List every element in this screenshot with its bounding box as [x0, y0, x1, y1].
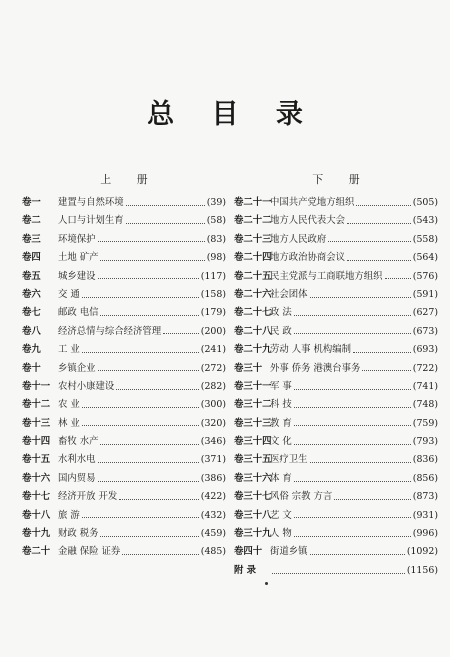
page-title: 总 目 录: [147, 99, 317, 130]
toc-page-number: (485): [200, 546, 226, 558]
toc-entry[interactable]: [234, 304, 438, 322]
toc-entry[interactable]: [234, 194, 438, 212]
toc-volume-number: 卷四十: [234, 546, 263, 558]
toc-entry[interactable]: [234, 415, 438, 433]
toc-volume-number: 卷三十: [234, 362, 263, 374]
toc-entry[interactable]: [22, 286, 226, 304]
toc-volume-number: 卷五: [22, 270, 41, 282]
toc-chapter-title: 财政 税务: [58, 528, 99, 540]
toc-leader-dots: [294, 425, 411, 426]
toc-chapter-title: 军 事: [270, 380, 292, 392]
toc-leader-dots: [310, 554, 405, 555]
toc-volume-number: 卷二十三: [234, 233, 272, 245]
toc-entry[interactable]: [234, 433, 438, 451]
toc-entry[interactable]: [22, 507, 226, 525]
toc-page-number: (543): [412, 215, 438, 227]
toc-volume-number: 卷三十四: [234, 436, 272, 448]
toc-leader-dots: [82, 425, 199, 426]
toc-chapter-title: 政 法: [270, 307, 292, 319]
toc-chapter-title: 金融 保险 证券: [58, 546, 121, 558]
toc-entry[interactable]: [22, 323, 226, 341]
toc-leader-dots: [100, 260, 204, 261]
toc-entry[interactable]: [234, 396, 438, 414]
toc-volume-number: 卷一: [22, 197, 41, 208]
toc-leader-dots: [82, 517, 199, 518]
toc-leader-dots: [294, 333, 411, 334]
toc-entry[interactable]: [22, 249, 226, 267]
toc-chapter-title: 林 业: [58, 417, 80, 429]
toc-page-number: (748): [412, 399, 438, 411]
toc-leader-dots: [272, 573, 405, 574]
toc-chapter-title: 地方政治协商会议: [270, 252, 346, 264]
toc-chapter-title: 水利水电: [58, 454, 96, 466]
toc-volume-number: 卷三十三: [234, 417, 272, 429]
volume-two-list: [234, 194, 438, 580]
toc-chapter-title: 环境保护: [58, 233, 96, 245]
toc-chapter-title: 民主党派与工商联地方组织: [270, 270, 383, 282]
toc-volume-number: 卷三十八: [234, 509, 272, 521]
toc-volume-number: 卷六: [22, 288, 41, 300]
toc-leader-dots: [119, 499, 199, 500]
toc-page-number: (386): [200, 472, 226, 484]
toc-leader-dots: [294, 481, 411, 482]
toc-page-number: (1092): [406, 546, 438, 558]
toc-leader-dots: [310, 297, 411, 298]
toc-entry[interactable]: [22, 268, 226, 286]
toc-page-number: (300): [200, 399, 226, 411]
toc-leader-dots: [347, 223, 411, 224]
toc-volume-number: 卷三十六: [234, 472, 272, 484]
toc-chapter-title: 科 技: [270, 399, 292, 411]
toc-leader-dots: [347, 260, 411, 261]
toc-leader-dots: [98, 241, 205, 242]
toc-volume-number: 卷十九: [22, 528, 51, 540]
toc-entry[interactable]: [234, 488, 438, 506]
toc-leader-dots: [385, 278, 411, 279]
toc-leader-dots: [82, 297, 199, 298]
toc-volume-number: 附 录: [234, 564, 257, 576]
toc-entry[interactable]: [22, 543, 226, 561]
toc-page-number: (856): [412, 472, 438, 484]
toc-volume-number: 卷四: [22, 252, 41, 264]
toc-volume-number: 卷二十一: [234, 197, 272, 208]
toc-volume-number: 卷十五: [22, 454, 51, 466]
toc-page-number: (693): [412, 344, 438, 356]
toc-leader-dots: [356, 205, 410, 206]
toc-page-number: (282): [200, 380, 226, 392]
toc-chapter-title: 城乡建设: [58, 270, 96, 282]
toc-entry[interactable]: [234, 360, 438, 378]
toc-page-number: (422): [200, 491, 226, 503]
toc-page-number: (836): [412, 454, 438, 466]
toc-chapter-title: 外事 侨务 港澳台事务: [270, 362, 361, 374]
toc-volume-number: 卷十六: [22, 472, 51, 484]
toc-leader-dots: [126, 205, 205, 206]
toc-entry[interactable]: [22, 341, 226, 359]
toc-entry[interactable]: [234, 470, 438, 488]
toc-entry[interactable]: [22, 488, 226, 506]
toc-page-number: (117): [200, 270, 226, 282]
toc-chapter-title: 体 育: [270, 472, 292, 484]
toc-page-number: (1156): [406, 564, 438, 576]
toc-chapter-title: 地方人民政府: [270, 233, 327, 245]
toc-leader-dots: [98, 462, 199, 463]
toc-leader-dots: [328, 241, 411, 242]
toc-leader-dots: [98, 481, 199, 482]
toc-page-number: (459): [200, 528, 226, 540]
toc-leader-dots: [294, 389, 411, 390]
toc-leader-dots: [116, 389, 199, 390]
toc-entry[interactable]: [22, 212, 226, 230]
toc-entry[interactable]: [234, 525, 438, 543]
toc-volume-number: 卷十四: [22, 436, 51, 448]
toc-leader-dots: [362, 370, 410, 371]
toc-entry[interactable]: [234, 231, 438, 249]
toc-chapter-title: 风俗 宗教 方言: [270, 491, 333, 503]
toc-page-number: (200): [200, 325, 226, 337]
toc-entry[interactable]: [234, 341, 438, 359]
toc-page-number: (793): [412, 436, 438, 448]
toc-volume-number: 卷十三: [22, 417, 51, 429]
toc-entry[interactable]: [22, 396, 226, 414]
toc-volume-number: 卷七: [22, 307, 41, 319]
toc-chapter-title: 畜牧 水产: [58, 436, 99, 448]
toc-page-number: (722): [412, 362, 438, 374]
toc-entry[interactable]: [22, 470, 226, 488]
toc-leader-dots: [163, 333, 199, 334]
toc-page-number: (627): [412, 307, 438, 319]
toc-page-number: (759): [412, 417, 438, 429]
toc-chapter-title: 国内贸易: [58, 472, 96, 484]
toc-volume-number: 卷十二: [22, 399, 51, 411]
toc-leader-dots: [310, 462, 411, 463]
toc-chapter-title: 经济总情与综合经济管理: [58, 325, 162, 337]
toc-chapter-title: 医疗卫生: [270, 454, 308, 466]
toc-chapter-title: 乡镇企业: [58, 362, 96, 374]
toc-volume-number: 卷三十一: [234, 380, 272, 392]
toc-page-number: (432): [200, 509, 226, 521]
toc-volume-number: 卷二十五: [234, 270, 272, 282]
toc-volume-number: 卷十: [22, 362, 41, 374]
toc-chapter-title: 邮政 电信: [58, 307, 99, 319]
toc-leader-dots: [294, 407, 411, 408]
toc-entry[interactable]: [234, 268, 438, 286]
toc-entry[interactable]: [22, 433, 226, 451]
volume-one-heading: 上 册: [100, 173, 159, 186]
toc-volume-number: 卷二: [22, 215, 41, 227]
toc-volume-number: 卷三: [22, 233, 41, 245]
toc-chapter-title: 文 化: [270, 436, 292, 448]
toc-leader-dots: [82, 407, 199, 408]
toc-page-number: (564): [412, 252, 438, 264]
toc-page-number: (346): [200, 436, 226, 448]
toc-leader-dots: [353, 352, 411, 353]
toc-chapter-title: 土地 矿产: [58, 252, 99, 264]
toc-leader-dots: [82, 352, 199, 353]
toc-volume-number: 卷二十四: [234, 252, 272, 264]
toc-entry[interactable]: [22, 451, 226, 469]
toc-entry[interactable]: [22, 415, 226, 433]
toc-page-number: (83): [206, 233, 226, 245]
toc-entry[interactable]: [22, 304, 226, 322]
toc-leader-dots: [122, 554, 199, 555]
toc-page-number: (371): [200, 454, 226, 466]
toc-chapter-title: 劳动 人事 机构编制: [270, 344, 351, 356]
toc-chapter-title: 人 物: [270, 528, 292, 540]
toc-chapter-title: 民 政: [270, 325, 292, 337]
toc-chapter-title: 人口与计划生育: [58, 215, 124, 227]
toc-page-number: (673): [412, 325, 438, 337]
print-speck: [265, 582, 268, 585]
toc-chapter-title: 工 业: [58, 344, 80, 356]
toc-entry[interactable]: [22, 231, 226, 249]
toc-chapter-title: 中国共产党地方组织: [270, 197, 355, 208]
toc-chapter-title: 农村小康建设: [58, 380, 115, 392]
toc-page-number: (58): [206, 215, 226, 227]
toc-page-number: (505): [412, 197, 438, 208]
volume-one-list: [22, 194, 226, 562]
toc-volume-number: 卷三十二: [234, 399, 272, 411]
toc-volume-number: 卷二十二: [234, 215, 272, 227]
toc-volume-number: 卷二十八: [234, 325, 272, 337]
toc-leader-dots: [100, 536, 198, 537]
toc-volume-number: 卷二十七: [234, 307, 272, 319]
toc-chapter-title: 旅 游: [58, 509, 80, 521]
toc-page-number: (272): [200, 362, 226, 374]
toc-volume-number: 卷二十: [22, 546, 51, 558]
toc-page-number: (39): [206, 197, 226, 208]
toc-page-number: (931): [412, 509, 438, 521]
toc-entry[interactable]: [22, 525, 226, 543]
toc-entry[interactable]: [234, 543, 438, 561]
toc-leader-dots: [100, 315, 198, 316]
toc-chapter-title: 地方人民代表大会: [270, 215, 346, 227]
toc-page-number: (996): [412, 528, 438, 540]
toc-page-number: (320): [200, 417, 226, 429]
toc-leader-dots: [98, 370, 199, 371]
volume-two-column: [234, 172, 438, 580]
toc-volume-number: 卷十八: [22, 509, 51, 521]
toc-leader-dots: [334, 499, 411, 500]
toc-chapter-title: 教 育: [270, 417, 292, 429]
toc-page-number: (558): [412, 233, 438, 245]
toc-volume-number: 卷八: [22, 325, 41, 337]
toc-chapter-title: 交 通: [58, 288, 80, 300]
toc-entry[interactable]: [234, 286, 438, 304]
toc-page-number: (241): [200, 344, 226, 356]
toc-page-number: (591): [412, 288, 438, 300]
toc-entry[interactable]: [22, 360, 226, 378]
toc-page-number: (576): [412, 270, 438, 282]
toc-leader-dots: [98, 278, 199, 279]
toc-page-number: (179): [200, 307, 226, 319]
toc-volume-number: 卷二十九: [234, 344, 272, 356]
toc-page-number: (158): [200, 288, 226, 300]
toc-volume-number: 卷三十五: [234, 454, 272, 466]
toc-leader-dots: [294, 536, 411, 537]
toc-entry[interactable]: [234, 507, 438, 525]
toc-entry[interactable]: [22, 378, 226, 396]
toc-page-number: (741): [412, 380, 438, 392]
volume-one-column: [22, 172, 226, 562]
toc-page-number: (98): [206, 252, 226, 264]
toc-entry[interactable]: [234, 249, 438, 267]
toc-leader-dots: [294, 444, 411, 445]
toc-leader-dots: [126, 223, 205, 224]
toc-chapter-title: 经济开放 开发: [58, 491, 118, 503]
toc-entry[interactable]: [234, 451, 438, 469]
toc-entry[interactable]: [22, 194, 226, 212]
toc-leader-dots: [294, 517, 411, 518]
toc-leader-dots: [294, 315, 411, 316]
toc-page-number: (873): [412, 491, 438, 503]
toc-volume-number: 卷十一: [22, 380, 51, 392]
toc-volume-number: 卷十七: [22, 491, 51, 503]
toc-entry[interactable]: [234, 212, 438, 230]
toc-entry[interactable]: [234, 378, 438, 396]
toc-volume-number: 卷三十七: [234, 491, 272, 503]
volume-two-heading: 下 册: [312, 173, 371, 186]
toc-entry[interactable]: [234, 323, 438, 341]
toc-volume-number: 卷二十六: [234, 288, 272, 300]
toc-chapter-title: 建置与自然环境: [58, 197, 124, 208]
toc-volume-number: 卷九: [22, 344, 41, 356]
toc-leader-dots: [100, 444, 198, 445]
toc-entry[interactable]: [234, 562, 438, 580]
toc-chapter-title: 艺 文: [270, 509, 292, 521]
toc-chapter-title: 农 业: [58, 399, 80, 411]
toc-volume-number: 卷三十九: [234, 528, 272, 540]
toc-chapter-title: 社会团体: [270, 288, 308, 300]
toc-chapter-title: 街道乡镇: [270, 546, 308, 558]
